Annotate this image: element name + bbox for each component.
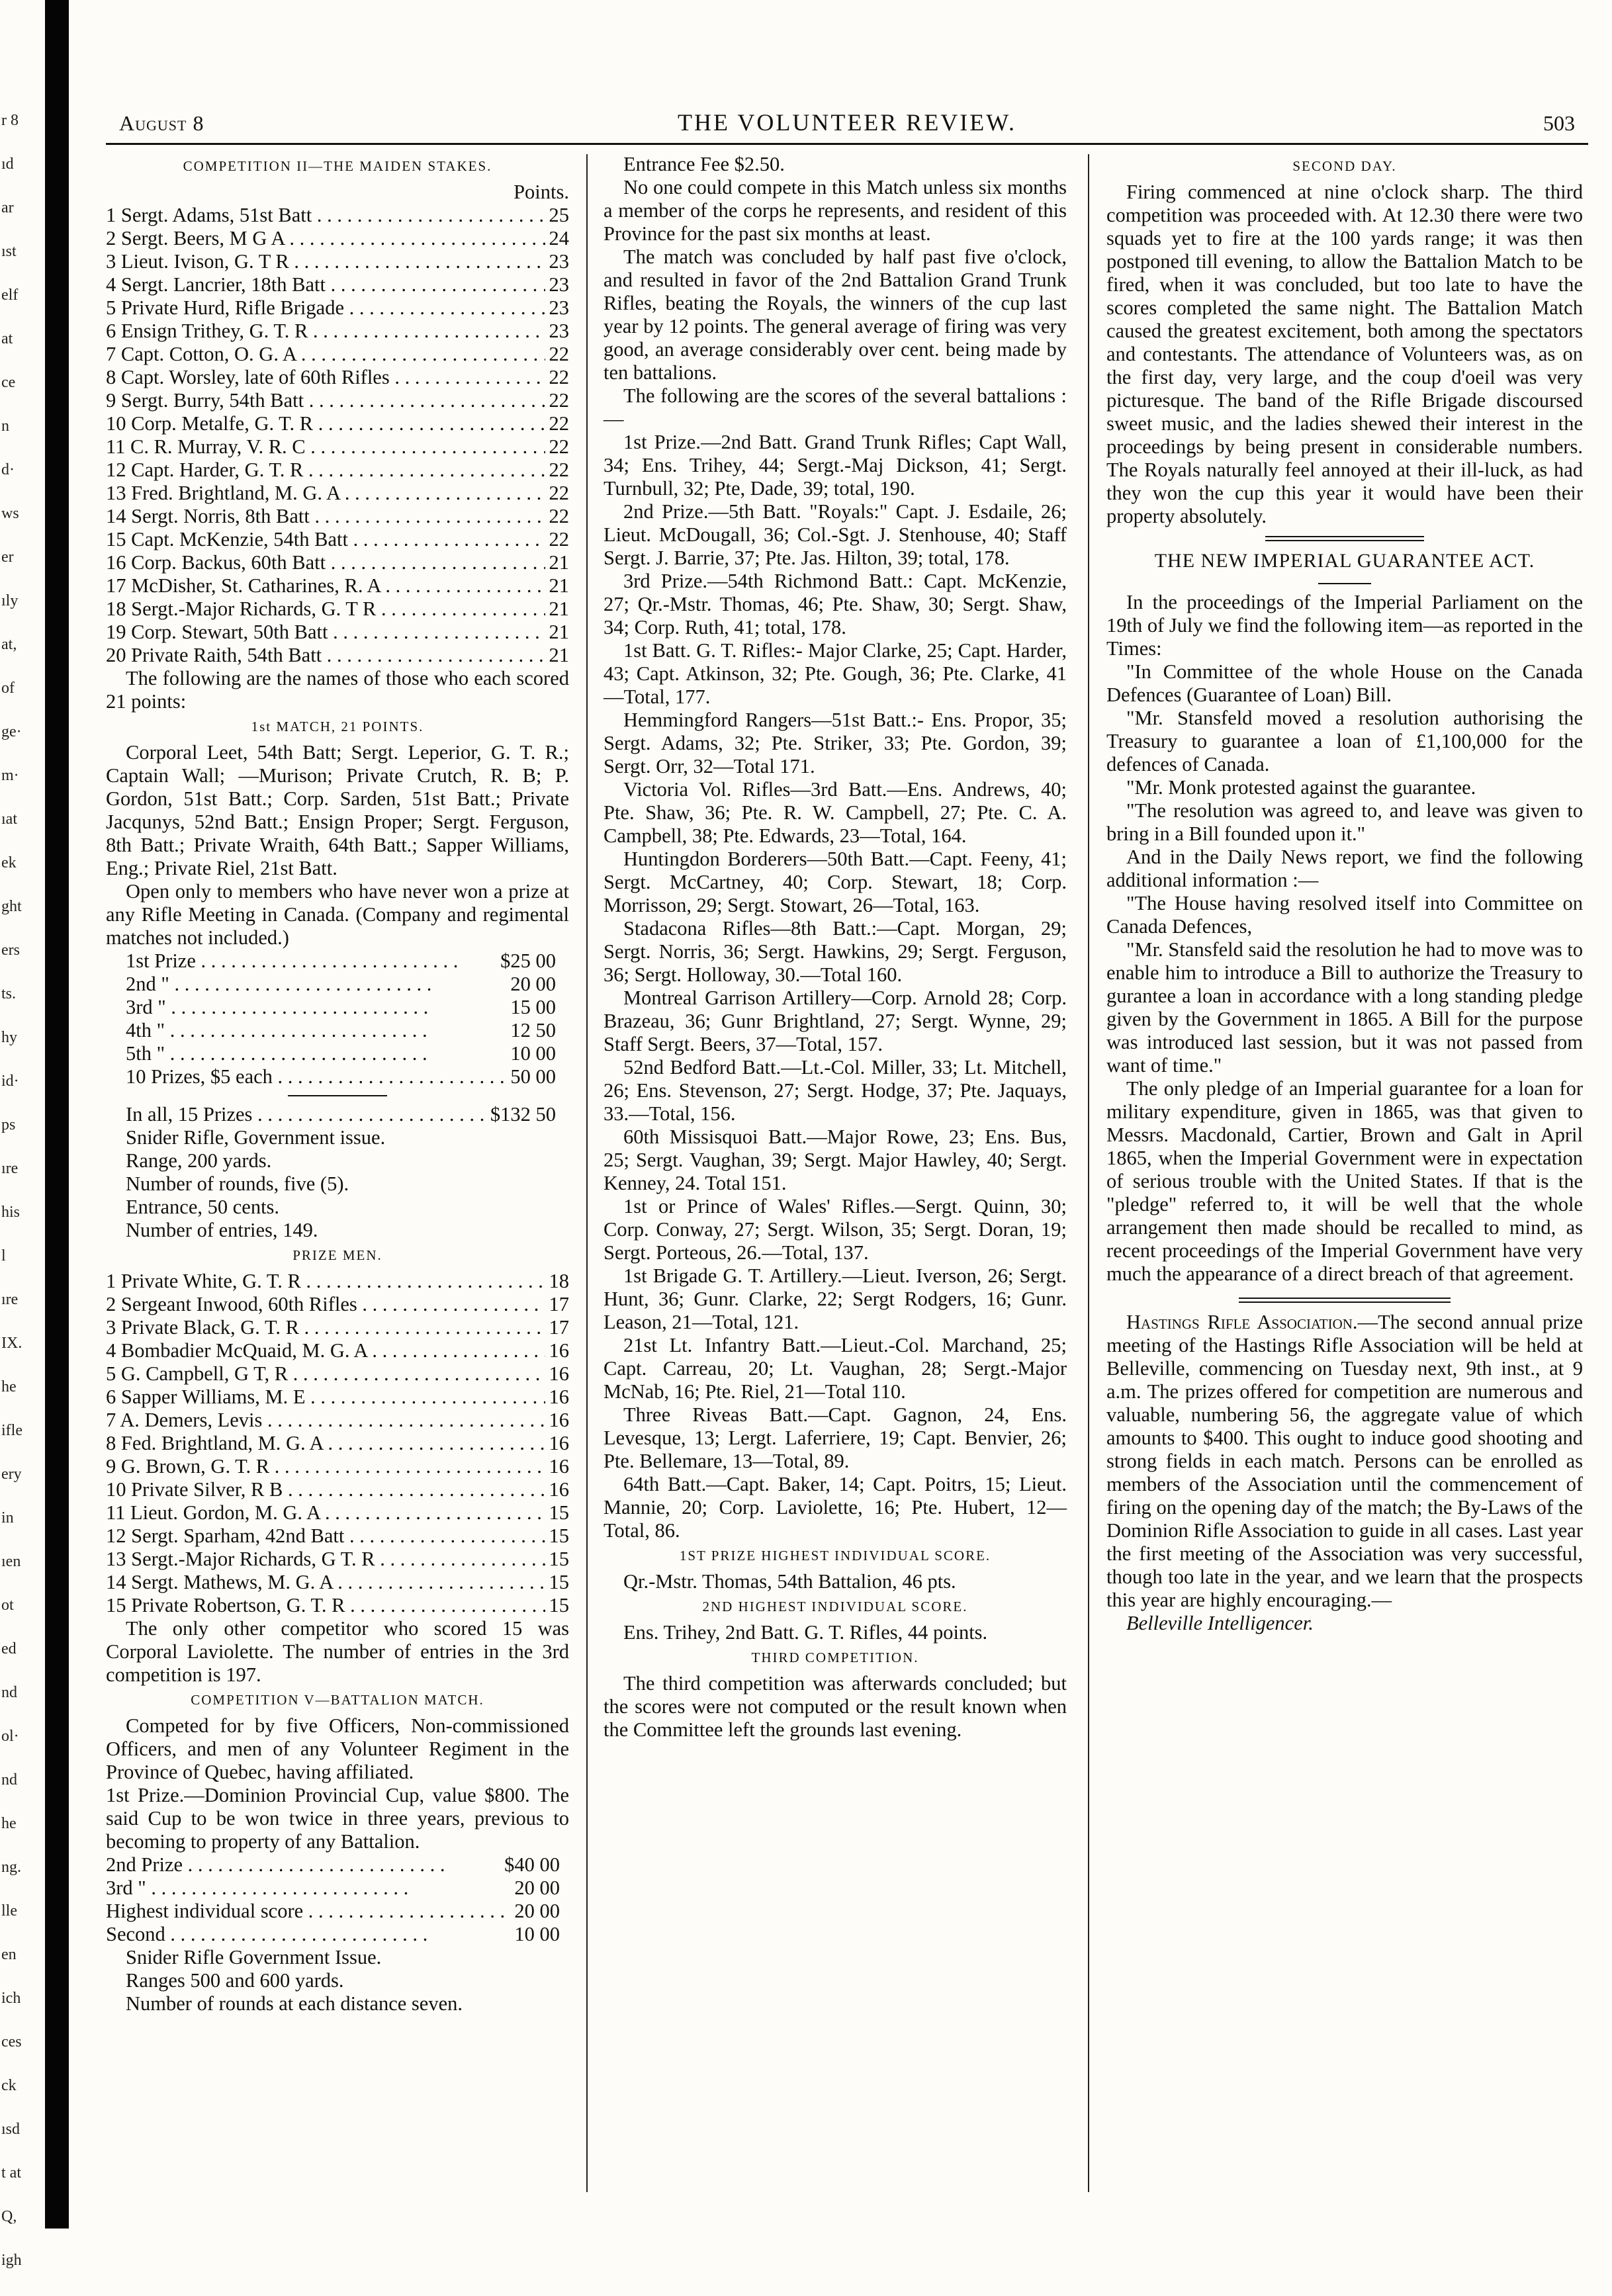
edge-fragment: id· bbox=[1, 1073, 19, 1090]
info-line: Entrance, 50 cents. bbox=[126, 1196, 280, 1218]
paragraph: "Mr. Stansfeld said the resolution he had to move was to enable him to introduce a Bill to authorize the Treasury to gurantee a loan in accordance with a long standing pledge given by the Government in 1865. A Bill for the purpose was introduced last session, but it was not passed from want of time." bbox=[1106, 938, 1583, 1077]
paragraph: 60th Missisquoi Batt.—Major Rowe, 23; Ens. Bus, 25; Sergt. Vaughan, 39; Sergt. Major Hawley, 40; Sergt. Kenney, 24. Total 151. bbox=[604, 1126, 1067, 1194]
edge-fragment: ıd bbox=[1, 156, 14, 173]
edge-fragment: r 8 bbox=[1, 112, 19, 129]
paragraph: Three Riveas Batt.—Capt. Gagnon, 24, Ens. Levesque, 13; Lergt. Laferriere, 19; Capt. Benvier, 26; Pte. Bellemare, 13—Total, 89. bbox=[604, 1403, 1067, 1472]
paragraph: The following are the scores of the several battalions :— bbox=[604, 384, 1067, 430]
competitor-name: 2 Sergeant Inwood, 60th Rifles . . . bbox=[106, 1293, 545, 1316]
paragraph: Open only to members who have never won a prize at any Rifle Meeting in Canada. (Company and regimental matches not included.) bbox=[106, 880, 569, 949]
prize-amount: 10 00 bbox=[514, 1923, 560, 1945]
paragraph: 1st Brigade G. T. Artillery.—Lieut. Iverson, 26; Sergt. Hunt, 36; Gunr. Clarke, 22; Sergt Rodgers, 16; Gunr. Leason, 21—Total, 121. bbox=[604, 1264, 1067, 1333]
score-value: 16 bbox=[549, 1478, 569, 1501]
score-value: 22 bbox=[549, 482, 569, 504]
edge-fragment: ısd bbox=[1, 2121, 21, 2138]
edge-fragment: ich bbox=[1, 1990, 21, 2007]
prize-label: 3rd " . . . bbox=[126, 996, 506, 1019]
edge-fragment: n bbox=[1, 418, 9, 435]
score-row bbox=[106, 296, 569, 320]
divider bbox=[1318, 583, 1371, 584]
edge-fragment: ıly bbox=[1, 593, 19, 609]
info-line: Snider Rifle, Government issue. bbox=[126, 1126, 386, 1149]
paragraph: No one could compete in this Match unless six months a member of the corps he represents, and resident of this Province for the past six months at least. bbox=[604, 176, 1067, 245]
score-value: 16 bbox=[549, 1409, 569, 1431]
edge-fragments bbox=[1, 112, 37, 2296]
edge-fragment: he bbox=[1, 1379, 17, 1395]
edge-fragment: ek bbox=[1, 855, 17, 871]
competitor-name: 7 A. Demers, Levis . . . bbox=[106, 1409, 545, 1432]
section-heading: COMPETITION V—BATTALION MATCH. bbox=[191, 1692, 484, 1708]
score-row bbox=[106, 1386, 569, 1409]
edge-fragment: ws bbox=[1, 506, 19, 522]
competitor-name: 8 Fed. Brightland, M. G. A . . . bbox=[106, 1432, 545, 1455]
page-header bbox=[106, 99, 1588, 145]
edge-fragment: in bbox=[1, 1510, 14, 1526]
prize-amount: $40 00 bbox=[504, 1853, 560, 1876]
edge-fragment: ıen bbox=[1, 1554, 21, 1570]
header-page-number: 503 bbox=[1543, 111, 1575, 135]
section-heading: PRIZE MEN. bbox=[292, 1247, 382, 1263]
score-value: 21 bbox=[549, 644, 569, 666]
divider bbox=[288, 1095, 387, 1096]
score-value: 15 bbox=[549, 1524, 569, 1547]
prize-row bbox=[126, 949, 556, 973]
prize-label: 1st Prize . . . bbox=[126, 949, 496, 973]
score-row bbox=[106, 482, 569, 505]
score-row bbox=[106, 1316, 569, 1339]
score-value: 18 bbox=[549, 1270, 569, 1292]
prize-row bbox=[126, 1065, 556, 1088]
competitor-name: 12 Capt. Harder, G. T. R . . . bbox=[106, 459, 545, 482]
edge-fragment: er bbox=[1, 549, 14, 566]
score-value: 22 bbox=[549, 505, 569, 527]
competitor-name: 6 Sapper Williams, M. E . . . bbox=[106, 1386, 545, 1409]
section-heading: 2ND HIGHEST INDIVIDUAL SCORE. bbox=[702, 1599, 968, 1614]
prize-row bbox=[106, 1923, 560, 1946]
info-lines bbox=[106, 1126, 569, 1242]
paragraph: "The resolution was agreed to, and leave was given to bring in a Bill founded upon it." bbox=[1106, 799, 1583, 845]
paragraph: "The House having resolved itself into Committee on Canada Defences, bbox=[1106, 892, 1583, 938]
prize-amount: 12 50 bbox=[510, 1019, 556, 1041]
competitor-name: 17 McDisher, St. Catharines, R. A . . . bbox=[106, 574, 545, 597]
edge-fragment: IX. bbox=[1, 1335, 22, 1352]
edge-fragment: his bbox=[1, 1204, 21, 1221]
prize-row bbox=[126, 973, 556, 996]
score-value: 22 bbox=[549, 343, 569, 365]
edge-fragment: elf bbox=[1, 287, 19, 304]
competitor-name: 4 Bombadier McQuaid, M. G. A . . . bbox=[106, 1339, 545, 1362]
prize-label: 2nd " . . . bbox=[126, 973, 506, 996]
edge-fragment: ıre bbox=[1, 1161, 19, 1177]
edge-fragment: ıre bbox=[1, 1292, 19, 1308]
score-value: 21 bbox=[549, 574, 569, 597]
competitor-name: 11 Lieut. Gordon, M. G. A . . . bbox=[106, 1501, 545, 1524]
section-heading: SECOND DAY. bbox=[1292, 158, 1397, 174]
prize-label: Highest individual score . . . bbox=[106, 1900, 510, 1923]
score-row bbox=[106, 551, 569, 574]
score-row bbox=[106, 574, 569, 597]
score-value: 24 bbox=[549, 227, 569, 249]
paragraph: Entrance Fee $2.50. bbox=[623, 153, 785, 175]
competitor-name: 14 Sergt. Norris, 8th Batt . . . bbox=[106, 505, 545, 528]
prize-row bbox=[106, 1900, 560, 1923]
source-credit: Belleville Intelligencer. bbox=[1126, 1612, 1314, 1634]
score-value: 23 bbox=[549, 296, 569, 319]
info-line: Number of entries, 149. bbox=[126, 1219, 318, 1241]
competitor-name: 9 G. Brown, G. T. R . . . bbox=[106, 1455, 545, 1478]
score-value: 16 bbox=[549, 1455, 569, 1478]
competitor-name: 14 Sergt. Mathews, M. G. A . . . bbox=[106, 1571, 545, 1594]
competitor-name: 7 Capt. Cotton, O. G. A . . . bbox=[106, 343, 545, 366]
prize-label: 5th " . . . bbox=[126, 1042, 506, 1065]
hastings-text: —The second annual prize meeting of the Hastings Rifle Association will be held at Belleville, commencing on Tuesday next, 9th inst., at 9 a.m. The prizes offered for competition are numerous and valuable, numbering 56, the aggregate value of which amounts to $400. This ought to induce good shooting and strong fields in each match. Persons can be enrolled as members of the Association until the commencement of firing on the opening day of the match; the By-Laws of the Dominion Rifle Association to guide in all cases. Last year the first meeting of the Association was very successful, though too late in the year, and we learn that the prospects this year are highly encouraging.— bbox=[1106, 1311, 1583, 1611]
competitor-name: 3 Lieut. Ivison, G. T R . . . bbox=[106, 250, 545, 273]
prize-total-label: In all, 15 Prizes . . . bbox=[126, 1103, 486, 1126]
competitor-name: 12 Sergt. Sparham, 42nd Batt . . . bbox=[106, 1524, 545, 1548]
column-rule bbox=[586, 154, 588, 2192]
prize-label: 10 Prizes, $5 each . . . bbox=[126, 1065, 506, 1088]
paragraph: "Mr. Stansfeld moved a resolution authorising the Treasury to guarantee a loan of £1,100,000 for the defences of Canada. bbox=[1106, 707, 1583, 775]
battalion-scores bbox=[604, 176, 1067, 1542]
section-heading: THIRD COMPETITION. bbox=[751, 1650, 919, 1665]
divider bbox=[1265, 536, 1424, 541]
score-row bbox=[106, 1362, 569, 1386]
competitor-name: 10 Private Silver, R B . . . bbox=[106, 1478, 545, 1501]
score-row bbox=[106, 528, 569, 551]
points-label: Points. bbox=[514, 181, 569, 203]
competitor-name: 15 Private Robertson, G. T. R . . . bbox=[106, 1594, 545, 1617]
edge-fragment: ot bbox=[1, 1597, 14, 1614]
competitor-name: 13 Fred. Brightland, M. G. A . . . bbox=[106, 482, 545, 505]
prize-row bbox=[106, 1853, 560, 1877]
score-value: 23 bbox=[549, 273, 569, 296]
edge-fragment: ol· bbox=[1, 1728, 19, 1745]
score-value: 16 bbox=[549, 1386, 569, 1408]
score-row bbox=[106, 1432, 569, 1455]
edge-fragment: at, bbox=[1, 637, 17, 653]
edge-fragment: ifle bbox=[1, 1423, 22, 1439]
score-value: 16 bbox=[549, 1339, 569, 1362]
score-row bbox=[106, 1478, 569, 1501]
edge-fragment: ps bbox=[1, 1117, 16, 1133]
edge-fragment: he bbox=[1, 1816, 17, 1832]
edge-fragment: ce bbox=[1, 375, 16, 391]
edge-fragment: lle bbox=[1, 1903, 17, 1920]
prize-label: 4th " . . . bbox=[126, 1019, 506, 1042]
prize-total bbox=[106, 1103, 569, 1126]
hastings-lead: Hastings Rifle Association. bbox=[1126, 1311, 1358, 1333]
info-line: Number of rounds at each distance seven. bbox=[126, 1992, 463, 2015]
prize-label: 2nd Prize . . . bbox=[106, 1853, 500, 1877]
scan-binding-shadow bbox=[45, 0, 69, 2229]
score-value: 15 bbox=[549, 1548, 569, 1570]
score-row bbox=[106, 1548, 569, 1571]
competitor-name: 5 G. Campbell, G T, R . . . bbox=[106, 1362, 545, 1386]
score-row bbox=[106, 412, 569, 435]
competitor-name: 2 Sergt. Beers, M G A . . . bbox=[106, 227, 545, 250]
paragraph: 2nd Prize.—5th Batt. "Royals:" Capt. J. Esdaile, 26; Lieut. McDougall, 36; Col.-Sgt. J. Stenhouse, 40; Staff Sergt. J. Barrie, 37; Pte. Jas. Hilton, 39; total, 178. bbox=[604, 500, 1067, 569]
paragraph: The following are the names of those who each scored 21 points: bbox=[106, 667, 569, 713]
section-heading: 1ST PRIZE HIGHEST INDIVIDUAL SCORE. bbox=[679, 1548, 991, 1564]
prize-amount: $25 00 bbox=[500, 949, 556, 972]
score-value: 25 bbox=[549, 204, 569, 226]
edge-fragment: ery bbox=[1, 1466, 22, 1483]
score-value: 15 bbox=[549, 1571, 569, 1593]
competitor-name: 1 Private White, G. T. R . . . bbox=[106, 1270, 545, 1293]
paragraph: Corporal Leet, 54th Batt; Sergt. Leperior, G. T. R.; Captain Wall; —Murison; Private Crutch, R. B; P. Gordon, 51st Batt.; Corp. Sarden, 51st Batt.; Private Jacqunys, 52nd Batt.; Ensign Proper; Sergt. Ferguson, 8th Batt.; Private Wraith, 64th Batt.; Sapper Williams, Eng.; Private Riel, 21st Batt. bbox=[106, 741, 569, 879]
competitor-name: 1 Sergt. Adams, 51st Batt . . . bbox=[106, 204, 545, 227]
score-row bbox=[106, 1339, 569, 1362]
score-value: 15 bbox=[549, 1594, 569, 1616]
prize-total-amount: $132 50 bbox=[490, 1103, 556, 1126]
edge-fragment: d· bbox=[1, 462, 15, 478]
edge-fragment: en bbox=[1, 1947, 17, 1963]
score-row bbox=[106, 644, 569, 667]
competitor-name: 9 Sergt. Burry, 54th Batt . . . bbox=[106, 389, 545, 412]
edge-fragment: at bbox=[1, 331, 13, 347]
column-2 bbox=[604, 153, 1067, 1742]
score-row bbox=[106, 1501, 569, 1524]
competitor-name: 16 Corp. Backus, 60th Batt . . . bbox=[106, 551, 545, 574]
edge-fragment: ıst bbox=[1, 243, 17, 260]
info-line: Ranges 500 and 600 yards. bbox=[126, 1969, 344, 1992]
newspaper-page bbox=[106, 99, 1588, 2015]
edge-fragment: ck bbox=[1, 2078, 17, 2094]
paragraph: 21st Lt. Infantry Batt.—Lieut.-Col. Marchand, 25; Capt. Carreau, 20; Lt. Vaughan, 28; Sergt.-Major McNab, 16; Pte. Riel, 21—Total 110. bbox=[604, 1334, 1067, 1403]
paragraph: In the proceedings of the Imperial Parliament on the 19th of July we find the following item—as reported in the Times: bbox=[1106, 591, 1583, 660]
edge-fragment: ght bbox=[1, 899, 22, 915]
competitor-name: 6 Ensign Trithey, G. T. R . . . bbox=[106, 320, 545, 343]
paragraph: The match was concluded by half past five o'clock, and resulted in favor of the 2nd Battalion Grand Trunk Rifles, beating the Royals, the winners of the cup last year by 12 points. The general average of firing was very good, an average considerably over cent. being made by ten battalions. bbox=[604, 245, 1067, 384]
edge-fragment: ıat bbox=[1, 811, 17, 828]
prize-list bbox=[106, 949, 569, 1088]
edge-fragment: of bbox=[1, 680, 15, 697]
prize-list bbox=[106, 1853, 569, 1946]
score-value: 22 bbox=[549, 366, 569, 388]
competitor-name: 10 Corp. Metalfe, G. T. R . . . bbox=[106, 412, 545, 435]
edge-fragment: nd bbox=[1, 1685, 17, 1701]
score-value: 22 bbox=[549, 412, 569, 435]
competitor-name: 4 Sergt. Lancrier, 18th Batt . . . bbox=[106, 273, 545, 296]
competitor-name: 11 C. R. Murray, V. R. C . . . bbox=[106, 435, 545, 459]
paragraph: 1st Prize.—Dominion Provincial Cup, value $800. The said Cup to be won twice in three years, previous to becoming to property of any Battalion. bbox=[106, 1784, 569, 1853]
score-row bbox=[106, 1270, 569, 1293]
article-heading: THE NEW IMPERIAL GUARANTEE ACT. bbox=[1154, 550, 1535, 572]
info-line: Range, 200 yards. bbox=[126, 1149, 272, 1172]
paragraph: Qr.-Mstr. Thomas, 54th Battalion, 46 pts. bbox=[623, 1570, 956, 1593]
paragraph: Stadacona Rifles—8th Batt.:—Capt. Morgan, 29; Sergt. Norris, 36; Sergt. Hawkins, 29; Sergt. Ferguson, 36; Sergt. Holloway, 30.—Total 160. bbox=[604, 917, 1067, 986]
column-3 bbox=[1106, 153, 1583, 1635]
paragraph: The only other competitor who scored 15 was Corporal Laviolette. The number of entries in the 3rd competition is 197. bbox=[106, 1617, 569, 1686]
score-value: 21 bbox=[549, 621, 569, 643]
header-title: THE VOLUNTEER REVIEW. bbox=[678, 109, 1016, 136]
score-row bbox=[106, 1524, 569, 1548]
score-row bbox=[106, 459, 569, 482]
score-value: 16 bbox=[549, 1432, 569, 1454]
score-row bbox=[106, 366, 569, 389]
edge-fragment: ed bbox=[1, 1641, 17, 1657]
score-row bbox=[106, 1571, 569, 1594]
prize-amount: 10 00 bbox=[510, 1042, 556, 1065]
edge-fragment: nd bbox=[1, 1772, 17, 1788]
competitor-name: 13 Sergt.-Major Richards, G T. R . . . bbox=[106, 1548, 545, 1571]
score-list bbox=[106, 204, 569, 667]
score-value: 22 bbox=[549, 435, 569, 458]
paragraph bbox=[1106, 1311, 1583, 1612]
competitor-name: 15 Capt. McKenzie, 54th Batt . . . bbox=[106, 528, 545, 551]
score-row bbox=[106, 435, 569, 459]
paragraph: 52nd Bedford Batt.—Lt.-Col. Miller, 33; Lt. Mitchell, 26; Ens. Stevenson, 27; Sergt. Hodge, 37; Pte. Jaquays, 33.—Total, 156. bbox=[604, 1056, 1067, 1125]
score-row bbox=[106, 389, 569, 412]
edge-fragment: m· bbox=[1, 768, 19, 784]
edge-fragment: ar bbox=[1, 200, 14, 216]
score-row bbox=[106, 320, 569, 343]
paragraph: Montreal Garrison Artillery—Corp. Arnold 28; Corp. Brazeau, 36; Gunr Brightland, 27; Sergt. Wynne, 29; Staff Sergt. Beers, 37—Total, 157. bbox=[604, 987, 1067, 1055]
score-row bbox=[106, 250, 569, 273]
prize-row bbox=[126, 1019, 556, 1042]
paragraph: Firing commenced at nine o'clock sharp. The third competition was proceeded with. At 12.30 there were two squads yet to fire at the 100 yards range; it was then postponed till evening, to allow the Battalion Match to be fired, when it was concluded, but too late to have the scores completed the same night. The Battalion Match caused the greatest excitement, both among the spectators and contestants. The attendance of Volunteers was, as on the first day, very large, and the coup d'oeil was very picturesque. The band of the Rifle Brigade discoursed sweet music, and the ladies shewed their interest in the proceedings by being present in considerable numbers. The Royals naturally feel annoyed at their ill-luck, as had they won the cup this year it would have been their property absolutely. bbox=[1106, 181, 1583, 527]
competitor-name: 8 Capt. Worsley, late of 60th Rifles . . . bbox=[106, 366, 545, 389]
competitor-name: 18 Sergt.-Major Richards, G. T R . . . bbox=[106, 597, 545, 621]
info-line: Snider Rifle Government Issue. bbox=[126, 1946, 382, 1968]
paragraph: Huntingdon Borderers—50th Batt.—Capt. Feeny, 41; Sergt. McCartney, 40; Corp. Stewart, 18; Corp. Morrisson, 29; Sergt. Stowart, 26—Total, 163. bbox=[604, 848, 1067, 916]
prize-label: Second . . . bbox=[106, 1923, 510, 1946]
prize-amount: 20 00 bbox=[510, 973, 556, 995]
score-row bbox=[106, 204, 569, 227]
score-value: 17 bbox=[549, 1293, 569, 1315]
edge-fragment: ces bbox=[1, 2034, 22, 2051]
prize-amount: 50 00 bbox=[510, 1065, 556, 1088]
score-row bbox=[106, 343, 569, 366]
score-value: 16 bbox=[549, 1362, 569, 1385]
edge-fragment: ers bbox=[1, 942, 20, 959]
score-value: 23 bbox=[549, 250, 569, 273]
score-list bbox=[106, 1270, 569, 1617]
score-value: 22 bbox=[549, 459, 569, 481]
paragraph: 3rd Prize.—54th Richmond Batt.: Capt. McKenzie, 27; Qr.-Mstr. Thomas, 46; Pte. Shaw, 30; Sergt. Shaw, 34; Corp. Ruth, 41; total, 178. bbox=[604, 570, 1067, 639]
section-heading: COMPETITION II—THE MAIDEN STAKES. bbox=[183, 158, 492, 174]
competitor-name: 19 Corp. Stewart, 50th Batt . . . bbox=[106, 621, 545, 644]
score-value: 15 bbox=[549, 1501, 569, 1524]
score-value: 21 bbox=[549, 597, 569, 620]
edge-fragment: ts. bbox=[1, 986, 17, 1002]
score-value: 23 bbox=[549, 320, 569, 342]
competitor-name: 20 Private Raith, 54th Batt . . . bbox=[106, 644, 545, 667]
score-value: 22 bbox=[549, 528, 569, 551]
paragraph: 1st Batt. G. T. Rifles:- Major Clarke, 25; Capt. Harder, 43; Capt. Atkinson, 32; Pte. Gough, 36; Pte. Clarke, 41—Total, 177. bbox=[604, 639, 1067, 708]
paragraph: The third competition was afterwards concluded; but the scores were not computed or the result known when the Committee left the grounds last evening. bbox=[604, 1672, 1067, 1741]
prize-label: 3rd " . . . bbox=[106, 1877, 510, 1900]
paragraph: 1st Prize.—2nd Batt. Grand Trunk Rifles; Capt Wall, 34; Ens. Trihey, 44; Sergt.-Maj Dickson, 41; Sergt. Turnbull, 32; Pte, Dade, 39; total, 190. bbox=[604, 431, 1067, 500]
competitor-name: 5 Private Hurd, Rifle Brigade . . . bbox=[106, 296, 545, 320]
article-body bbox=[1106, 591, 1583, 1286]
score-row bbox=[106, 1455, 569, 1478]
previous-page-edge bbox=[0, 0, 42, 2269]
paragraph: The only pledge of an Imperial guarantee for a loan for military expenditure, given in 1865, was that given to Messrs. Macdonald, Cartier, Brown and Galt in April 1865, when the Imperial Government were in expectation of serious trouble with the United States. If that is the "pledge" referred to, it will be well that the whole arrangement then made should be recalled to mind, as recent proceedings of the Imperial Government have very much the appearance of a direct breach of that agreement. bbox=[1106, 1077, 1583, 1285]
score-value: 17 bbox=[549, 1316, 569, 1339]
column-1 bbox=[106, 153, 569, 2015]
score-value: 22 bbox=[549, 389, 569, 412]
prize-amount: 20 00 bbox=[514, 1900, 560, 1922]
edge-fragment: ge· bbox=[1, 724, 22, 740]
edge-fragment: ng. bbox=[1, 1859, 21, 1876]
prize-amount: 15 00 bbox=[510, 996, 556, 1018]
score-row bbox=[106, 227, 569, 250]
score-value: 21 bbox=[549, 551, 569, 574]
paragraph: 64th Batt.—Capt. Baker, 14; Capt. Poitrs, 15; Lieut. Mannie, 20; Corp. Laviolette, 16; Pte. Hubert, 12—Total, 86. bbox=[604, 1473, 1067, 1542]
paragraph: Victoria Vol. Rifles—3rd Batt.—Ens. Andrews, 40; Pte. Shaw, 36; Pte. R. W. Campbell, 27; Pte. C. A. Campbell, 38; Pte. Edwards, 23—Total, 164. bbox=[604, 778, 1067, 847]
prize-row bbox=[106, 1877, 560, 1900]
paragraph: Hemmingford Rangers—51st Batt.:- Ens. Propor, 35; Sergt. Adams, 32; Pte. Striker, 33; Pte. Gordon, 39; Sergt. Orr, 32—Total 171. bbox=[604, 709, 1067, 777]
score-row bbox=[106, 1594, 569, 1617]
score-row bbox=[106, 505, 569, 528]
section-heading: 1st MATCH, 21 POINTS. bbox=[251, 719, 424, 734]
paragraph: 1st or Prince of Wales' Rifles.—Sergt. Quinn, 30; Corp. Conway, 27; Sergt. Wilson, 35; Sergt. Doran, 19; Sergt. Porteous, 26.—Total, 137. bbox=[604, 1195, 1067, 1264]
prize-row bbox=[126, 1042, 556, 1065]
prize-row bbox=[126, 996, 556, 1019]
edge-fragment: Q, bbox=[1, 2209, 17, 2225]
info-line: Number of rounds, five (5). bbox=[126, 1172, 349, 1195]
paragraph: Ens. Trihey, 2nd Batt. G. T. Rifles, 44 points. bbox=[623, 1621, 988, 1644]
header-date: August 8 bbox=[119, 111, 204, 135]
paragraph: Competed for by five Officers, Non-commissioned Officers, and men of any Volunteer Regiment in the Province of Quebec, having affiliated. bbox=[106, 1714, 569, 1783]
edge-fragment: t at bbox=[1, 2165, 21, 2182]
score-row bbox=[106, 273, 569, 296]
column-rule bbox=[1088, 154, 1089, 2192]
edge-fragment: igh bbox=[1, 2252, 22, 2269]
score-row bbox=[106, 1409, 569, 1432]
divider bbox=[1239, 1298, 1451, 1303]
score-row bbox=[106, 597, 569, 621]
paragraph: And in the Daily News report, we find the following additional information :— bbox=[1106, 846, 1583, 891]
paragraph: "In Committee of the whole House on the Canada Defences (Guarantee of Loan) Bill. bbox=[1106, 660, 1583, 706]
info-lines bbox=[106, 1946, 569, 2015]
score-row bbox=[106, 621, 569, 644]
paragraph: "Mr. Monk protested against the guarantee. bbox=[1126, 776, 1476, 799]
prize-amount: 20 00 bbox=[514, 1877, 560, 1899]
score-row bbox=[106, 1293, 569, 1316]
edge-fragment: l bbox=[1, 1248, 6, 1264]
competitor-name: 3 Private Black, G. T. R . . . bbox=[106, 1316, 545, 1339]
edge-fragment: hy bbox=[1, 1030, 17, 1046]
